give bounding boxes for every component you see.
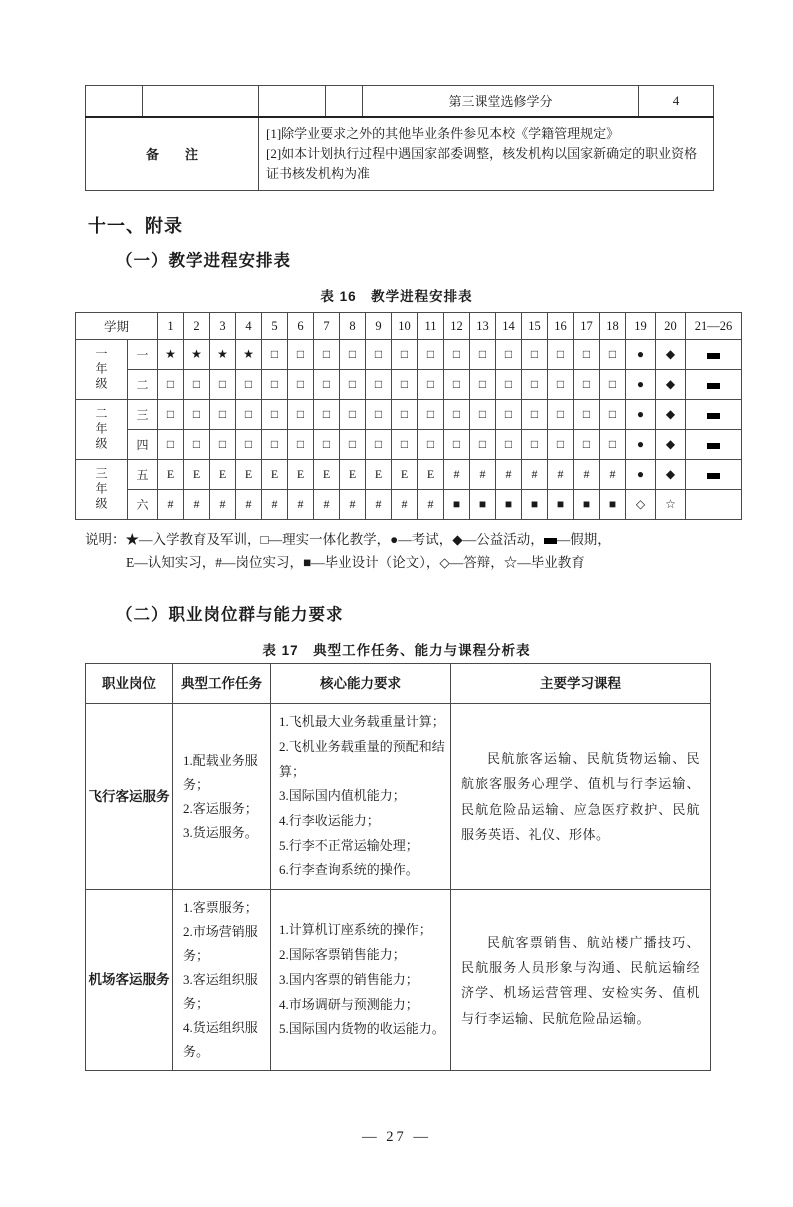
schedule-cell: □ (470, 370, 496, 400)
schedule-cell: □ (314, 340, 340, 370)
column-header-tasks: 典型工作任务 (173, 664, 271, 704)
schedule-cell (686, 340, 742, 370)
schedule-row (76, 490, 742, 520)
schedule-cell: □ (366, 370, 392, 400)
schedule-cell: # (210, 490, 236, 520)
core-abilities-cell (271, 890, 451, 1071)
task-item: 2.市场营销服务； (183, 924, 258, 964)
semester-column-header: 13 (470, 313, 496, 340)
subsection-heading-schedule: （一）教学进程安排表 (116, 252, 291, 271)
empty-cell (143, 86, 259, 117)
semester-column-header: 6 (288, 313, 314, 340)
semester-row-label: 五 (128, 460, 158, 490)
task-item: 1.配载业务服务； (183, 752, 258, 792)
schedule-cell: ■ (548, 490, 574, 520)
schedule-cell: □ (574, 430, 600, 460)
schedule-cell: □ (522, 400, 548, 430)
grade-label: 三年级 (76, 460, 128, 520)
schedule-row (76, 340, 742, 370)
vacation-bars-icon (707, 443, 720, 449)
semester-column-header: 11 (418, 313, 444, 340)
semester-row-label: 一 (128, 340, 158, 370)
schedule-cell: ■ (522, 490, 548, 520)
schedule-cell (686, 490, 742, 520)
schedule-cell: □ (158, 430, 184, 460)
legend-line-1: 说明：★—入学教育及军训，□—理实一体化教学，●—考试，◆—公益活动， —假期， (85, 532, 611, 548)
task-item: 3.货运服务。 (183, 824, 258, 840)
elective-credit-row (86, 86, 714, 117)
semester-column-header: 18 (600, 313, 626, 340)
schedule-cell: □ (366, 430, 392, 460)
page-number: — 27 — (362, 1129, 431, 1145)
schedule-row (76, 460, 742, 490)
schedule-cell: □ (548, 400, 574, 430)
schedule-cell: □ (210, 430, 236, 460)
vacation-bars-icon (544, 538, 557, 544)
schedule-cell: □ (340, 430, 366, 460)
teaching-schedule-table (75, 312, 742, 520)
schedule-cell: □ (574, 370, 600, 400)
semester-column-header: 17 (574, 313, 600, 340)
schedule-cell: ● (626, 340, 656, 370)
remarks-content-cell (259, 117, 714, 191)
ability-item: 3.国内客票的销售能力； (279, 971, 419, 987)
schedule-cell: □ (366, 340, 392, 370)
schedule-cell: ◇ (626, 490, 656, 520)
semester-column-header: 4 (236, 313, 262, 340)
column-header-abilities: 核心能力要求 (271, 664, 451, 704)
schedule-cell: □ (236, 430, 262, 460)
schedule-cell: # (600, 460, 626, 490)
schedule-cell: ■ (444, 490, 470, 520)
task-item: 3.客运组织服务； (183, 972, 258, 1012)
schedule-cell: # (470, 460, 496, 490)
schedule-cell: □ (548, 370, 574, 400)
schedule-cell: □ (340, 400, 366, 430)
remark-note-2: [2]如本计划执行过程中遇国家部委调整，核发机构以国家新确定的职业资格证书核发机构为准 (266, 145, 698, 181)
schedule-cell: # (158, 490, 184, 520)
schedule-cell: E (236, 460, 262, 490)
schedule-cell: □ (418, 400, 444, 430)
schedule-cell: □ (522, 340, 548, 370)
schedule-cell: □ (262, 400, 288, 430)
schedule-cell: ● (626, 370, 656, 400)
schedule-cell: E (366, 460, 392, 490)
semester-column-header: 1 (158, 313, 184, 340)
schedule-cell: E (340, 460, 366, 490)
schedule-cell: # (262, 490, 288, 520)
schedule-cell: E (288, 460, 314, 490)
ability-item: 6.行李查询系统的操作。 (279, 862, 419, 878)
semester-header-label: 学期 (76, 313, 158, 340)
typical-tasks-cell (173, 704, 271, 890)
schedule-cell: □ (496, 400, 522, 430)
semester-column-header: 10 (392, 313, 418, 340)
elective-credit-label: 第三课堂选修学分 (363, 86, 639, 117)
ability-item: 1.飞机最大业务载重量计算； (279, 714, 445, 730)
schedule-cell: □ (418, 370, 444, 400)
schedule-cell: □ (288, 370, 314, 400)
schedule-cell: □ (600, 430, 626, 460)
schedule-cell: ★ (236, 340, 262, 370)
schedule-cell (686, 400, 742, 430)
schedule-cell: □ (418, 430, 444, 460)
subsection-heading-jobs: （二）职业岗位群与能力要求 (116, 606, 344, 625)
schedule-cell: # (366, 490, 392, 520)
vacation-bars-icon (707, 413, 720, 419)
schedule-cell: □ (470, 430, 496, 460)
empty-cell (86, 86, 143, 117)
schedule-cell: ■ (470, 490, 496, 520)
ability-item: 4.行李收运能力； (279, 812, 380, 828)
vacation-bars-icon (707, 473, 720, 479)
schedule-cell: □ (548, 340, 574, 370)
schedule-cell: □ (314, 430, 340, 460)
typical-tasks-cell (173, 890, 271, 1071)
schedule-cell: □ (236, 370, 262, 400)
task-item: 1.客票服务； (183, 900, 258, 916)
grade-label: 二年级 (76, 400, 128, 460)
schedule-cell: # (236, 490, 262, 520)
schedule-cell: ◆ (656, 370, 686, 400)
schedule-cell: □ (444, 340, 470, 370)
schedule-cell: □ (262, 370, 288, 400)
schedule-cell: ◆ (656, 460, 686, 490)
task-item: 2.客运服务； (183, 800, 258, 816)
vacation-bars-icon (707, 383, 720, 389)
semester-column-header: 20 (656, 313, 686, 340)
schedule-cell: □ (574, 400, 600, 430)
schedule-cell: E (210, 460, 236, 490)
schedule-cell: ● (626, 460, 656, 490)
courses-paragraph: 民航客票销售、航站楼广播技巧、民航服务人员形象与沟通、民航运输经济学、机场运营管理、安检实务、值机与行李运输、民航危险品运输。 (461, 934, 700, 1026)
schedule-cell: E (158, 460, 184, 490)
schedule-cell: E (314, 460, 340, 490)
schedule-cell: ■ (600, 490, 626, 520)
schedule-cell: □ (236, 400, 262, 430)
ability-item: 2.国际客票销售能力； (279, 947, 406, 963)
schedule-cell: □ (184, 430, 210, 460)
schedule-cell: □ (444, 400, 470, 430)
schedule-cell: □ (496, 370, 522, 400)
job-post-cell: 机场客运服务 (86, 890, 173, 1071)
semester-column-header: 3 (210, 313, 236, 340)
schedule-cell: ■ (496, 490, 522, 520)
semester-column-header: 12 (444, 313, 470, 340)
schedule-row (76, 370, 742, 400)
schedule-cell: □ (522, 370, 548, 400)
schedule-cell (686, 430, 742, 460)
analysis-header-row (86, 664, 711, 704)
schedule-cell: ◆ (656, 430, 686, 460)
schedule-cell: ★ (184, 340, 210, 370)
table17-caption: 表 17 典型工作任务、能力与课程分析表 (262, 642, 531, 658)
schedule-cell: # (548, 460, 574, 490)
schedule-cell: ● (626, 400, 656, 430)
ability-item: 2.飞机业务载重量的预配和结算； (279, 738, 445, 779)
semester-row-label: 四 (128, 430, 158, 460)
document-page (0, 85, 793, 1207)
schedule-cell (686, 370, 742, 400)
schedule-cell: # (288, 490, 314, 520)
schedule-cell: □ (262, 340, 288, 370)
schedule-cell: □ (574, 340, 600, 370)
semester-column-header: 19 (626, 313, 656, 340)
schedule-row (76, 400, 742, 430)
schedule-cell: ★ (210, 340, 236, 370)
ability-item: 5.国际国内货物的收运能力。 (279, 1021, 445, 1037)
elective-credit-value: 4 (639, 86, 714, 117)
schedule-cell: E (262, 460, 288, 490)
ability-item: 3.国际国内值机能力； (279, 788, 406, 804)
schedule-cell: □ (600, 340, 626, 370)
schedule-cell: ★ (158, 340, 184, 370)
schedule-row (76, 430, 742, 460)
schedule-cell: ☆ (656, 490, 686, 520)
column-header-post: 职业岗位 (86, 664, 173, 704)
semester-column-header: 14 (496, 313, 522, 340)
schedule-cell: □ (262, 430, 288, 460)
schedule-cell: ◆ (656, 400, 686, 430)
table16-caption: 表 16 教学进程安排表 (320, 288, 473, 304)
schedule-cell: □ (444, 370, 470, 400)
remarks-row (86, 117, 714, 191)
schedule-cell: □ (496, 340, 522, 370)
remark-note-1: [1]除学业要求之外的其他毕业条件参见本校《学籍管理规定》 (266, 125, 620, 141)
job-post-cell: 飞行客运服务 (86, 704, 173, 890)
schedule-cell: # (340, 490, 366, 520)
remarks-label-cell: 备 注 (86, 117, 259, 191)
schedule-cell: □ (392, 370, 418, 400)
schedule-cell: □ (184, 370, 210, 400)
schedule-cell: □ (522, 430, 548, 460)
schedule-cell: □ (366, 400, 392, 430)
schedule-cell: □ (210, 400, 236, 430)
schedule-cell (686, 460, 742, 490)
schedule-cell: □ (210, 370, 236, 400)
schedule-cell: □ (548, 430, 574, 460)
schedule-cell: □ (392, 400, 418, 430)
courses-paragraph: 民航旅客运输、民航货物运输、民航旅客服务心理学、值机与行李运输、民航危险品运输、应急医疗救护、民航服务英语、礼仪、形体。 (461, 750, 700, 842)
section-heading-appendix: 十一、附录 (88, 216, 183, 236)
semester-row-label: 六 (128, 490, 158, 520)
schedule-cell: □ (288, 430, 314, 460)
semester-row-label: 三 (128, 400, 158, 430)
schedule-cell: □ (444, 430, 470, 460)
schedule-cell: □ (392, 340, 418, 370)
schedule-cell: □ (600, 400, 626, 430)
schedule-cell: □ (158, 400, 184, 430)
schedule-cell: □ (340, 340, 366, 370)
job-analysis-table (85, 663, 711, 1071)
semester-column-header: 8 (340, 313, 366, 340)
empty-cell (326, 86, 363, 117)
schedule-cell: E (418, 460, 444, 490)
legend-line-2: E—认知实习，#—岗位实习，■—毕业设计（论文），◇—答辩，☆—毕业教育 (126, 555, 585, 571)
schedule-cell: □ (158, 370, 184, 400)
schedule-cell: □ (314, 400, 340, 430)
semester-column-header: 21—26 (686, 313, 742, 340)
schedule-cell: # (418, 490, 444, 520)
schedule-cell: □ (288, 340, 314, 370)
schedule-cell: □ (392, 430, 418, 460)
semester-column-header: 15 (522, 313, 548, 340)
schedule-cell: E (184, 460, 210, 490)
ability-item: 4.市场调研与预测能力； (279, 996, 419, 1012)
semester-row-label: 二 (128, 370, 158, 400)
core-abilities-cell (271, 704, 451, 890)
schedule-cell: # (444, 460, 470, 490)
schedule-cell: # (496, 460, 522, 490)
task-item: 4.货运组织服务。 (183, 1020, 258, 1060)
analysis-row (86, 890, 711, 1071)
vacation-bars-icon (707, 353, 720, 359)
grade-label: 一年级 (76, 340, 128, 400)
schedule-header-row (76, 313, 742, 340)
courses-cell (451, 890, 711, 1071)
schedule-cell: □ (184, 400, 210, 430)
column-header-courses: 主要学习课程 (451, 664, 711, 704)
schedule-legend (85, 529, 710, 575)
schedule-cell: # (314, 490, 340, 520)
schedule-cell: # (184, 490, 210, 520)
schedule-cell: # (522, 460, 548, 490)
schedule-cell: □ (600, 370, 626, 400)
schedule-cell: □ (470, 340, 496, 370)
schedule-cell: ● (626, 430, 656, 460)
semester-column-header: 9 (366, 313, 392, 340)
schedule-cell: # (392, 490, 418, 520)
top-continuation-table (85, 85, 714, 191)
ability-item: 1.计算机订座系统的操作； (279, 922, 432, 938)
ability-item: 5.行李不正常运输处理； (279, 837, 419, 853)
schedule-cell: □ (288, 400, 314, 430)
semester-column-header: 5 (262, 313, 288, 340)
schedule-cell: E (392, 460, 418, 490)
schedule-cell: ◆ (656, 340, 686, 370)
schedule-cell: □ (314, 370, 340, 400)
semester-column-header: 2 (184, 313, 210, 340)
schedule-cell: # (574, 460, 600, 490)
schedule-cell: □ (470, 400, 496, 430)
schedule-cell: □ (340, 370, 366, 400)
empty-cell (259, 86, 326, 117)
courses-cell (451, 704, 711, 890)
schedule-cell: □ (418, 340, 444, 370)
schedule-cell: □ (496, 430, 522, 460)
semester-column-header: 7 (314, 313, 340, 340)
analysis-row (86, 704, 711, 890)
semester-column-header: 16 (548, 313, 574, 340)
schedule-cell: ■ (574, 490, 600, 520)
